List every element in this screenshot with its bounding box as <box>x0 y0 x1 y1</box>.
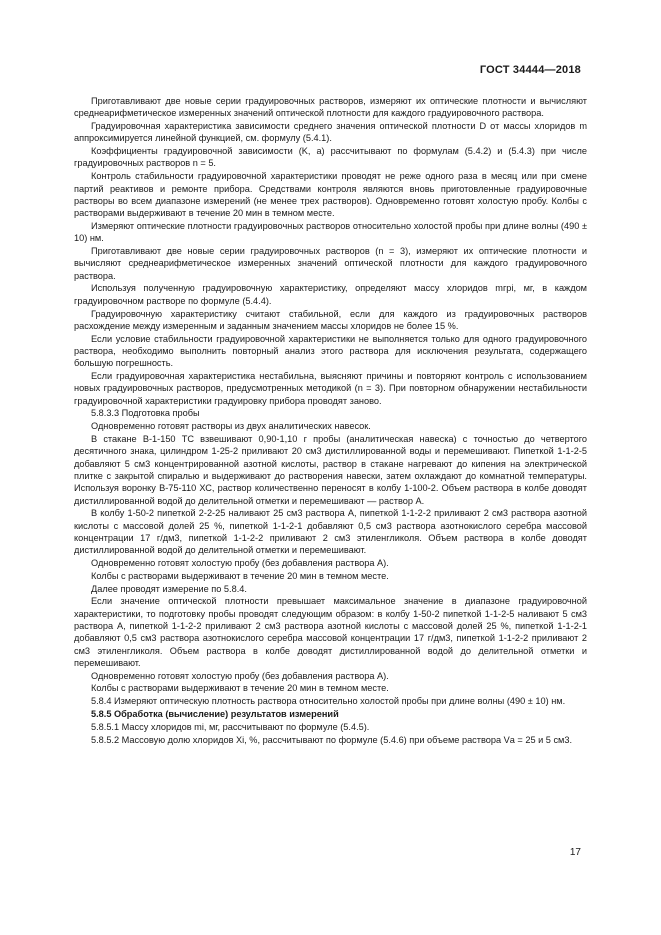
paragraph: Приготавливают две новые серии градуировочных растворов (n = 3), измеряют их оптические плотности и вычисляют среднеарифметическое измеренных значений оптической плотности для каждого градуировочного раствора. <box>74 246 587 281</box>
paragraph: Если значение оптической плотности превышает максимальное значение в диапазоне градуировочной характеристики, то подготовку пробы проводят следующим образом: в колбу 1-50-2 пипеткой 1-1-2-5 наливают 5 см3 раствора А, пипеткой 1-1-2-2 приливают 2 см3 раствора азотной кислоты с массовой долей 25 %, пипеткой 1-1-2-1 добавляют 0,5 см3 раствора азотнокислого серебра массовой концентрации 17 г/дм3, пипеткой 1-1-2-2 приливают 2 см3 этиленгликоля. Объем раствора в колбе доводят дистиллированной водой до делительной отметки и перемешивают. <box>74 596 587 668</box>
paragraph: Колбы с растворами выдерживают в течение 20 мин в темном месте. <box>91 570 389 581</box>
paragraph: Измеряют оптические плотности градуировочных растворов относительно холостой пробы при длине волны (490 ± 10) нм. <box>74 220 587 244</box>
paragraph: Одновременно готовят холостую пробу (без добавления раствора А). <box>91 670 389 681</box>
paragraph: Колбы с растворами выдерживают в течение 20 мин в темном месте. <box>91 683 389 694</box>
paragraph: 5.8.5.2 Массовую долю хлоридов Xi, %, рассчитывают по формуле (5.4.6) при объеме раствора Vа = 25 и 5 см3. <box>91 734 573 745</box>
paragraph: Далее проводят измерение по 5.8.4. <box>91 583 247 594</box>
document-body <box>74 95 587 746</box>
paragraph: Одновременно готовят растворы из двух аналитических навесок. <box>91 421 371 432</box>
paragraph: Градуировочную характеристику считают стабильной, если для каждого из градуировочных растворов расхождение между измеренным и заданным значением массы хлоридов не более 15 %. <box>74 308 587 331</box>
paragraph: В колбу 1-50-2 пипеткой 2-2-25 наливают 25 см3 раствора А, пипеткой 1-1-2-2 приливают 2 см3 раствора азотной кислоты с массовой долей 25 %, пипеткой 1-1-2-1 добавляют 0,5 см3 раствора азотнокислого серебра массовой концентрации 17 г/дм3, пипеткой 1-1-2-2 приливают 2 см3 этиленгликоля. Объем раствора в колбе доводят дистиллированной водой до делительной отметки и перемешивают. <box>74 508 587 556</box>
section-heading: 5.8.3.3 Подготовка пробы <box>91 408 200 419</box>
paragraph: Коэффициенты градуировочной зависимости (K, a) рассчитывают по формулам (5.4.2) и (5.4.3) при числе градуировочных растворов n = 5. <box>74 146 587 169</box>
paragraph: Если градуировочная характеристика нестабильна, выясняют причины и повторяют контроль с использованием новых градуировочных растворов, предусмотренных методикой (n = 3). При повторном обнаружении нестабильности градуировочной характеристики градуировку прибора проводят заново. <box>74 371 587 406</box>
paragraph: Если условие стабильности градуировочной характеристики не выполняется только для одного градуировочного раствора, необходимо выполнить повторный анализ этого раствора для исключения результата, содержащего большую погрешность. <box>74 333 587 369</box>
paragraph: Градуировочная характеристика зависимости среднего значения оптической плотности D от массы хлоридов m аппроксимируется линейной функцией, см. формулу (5.4.1). <box>74 121 587 144</box>
paragraph: 5.8.4 Измеряют оптическую плотность раствора относительно холостой пробы при длине волны (490 ± 10) нм. <box>91 696 566 707</box>
paragraph: Одновременно готовят холостую пробу (без добавления раствора А). <box>91 557 389 568</box>
page-number: 17 <box>569 847 581 858</box>
paragraph: 5.8.5.1 Массу хлоридов mi, мг, рассчитывают по формуле (5.4.5). <box>91 721 370 732</box>
paragraph: В стакане В-1-150 ТС взвешивают 0,90-1,10 г пробы (аналитическая навеска) с точностью до четвертого десятичного знака, цилиндром 1-25-2 приливают 20 см3 дистиллированной воды и перемешивают. Пипеткой 1-1-2-5 добавляют 5 см3 концентрированной азотной кислоты, раствор в стакане нагревают до кипения на электрической плитке с закрытой спиралью и выдерживают до растворения навески, затем охлаждают до комнатной температуры. Используя воронку В-75-110 ХС, раствор количественно переносят в колбу 1-100-2. Объем раствора в колбе доводят дистиллированной водой до делительной отметки и перемешивают — раствор А. <box>74 434 587 506</box>
section-heading: 5.8.5 Обработка (вычисление) результатов измерений <box>91 709 339 720</box>
document-code-header: ГОСТ 34444—2018 <box>479 64 581 76</box>
paragraph: Приготавливают две новые серии градуировочных растворов, измеряют их оптические плотности и вычисляют среднеарифметическое измеренных значений оптической плотности для каждого градуировочного раствора. <box>74 96 587 119</box>
paragraph: Используя полученную градуировочную характеристику, определяют массу хлоридов mгрi, мг, в каждом градуировочном растворе по формуле (5.4.4). <box>74 283 587 306</box>
paragraph: Контроль стабильности градуировочной характеристики проводят не реже одного раза в месяц или при смене партий реактивов и ремонте прибора. Средствами контроля являются вновь приготовленные градуировочные растворы во всем диапазоне измерений (не менее трех растворов). Одновременно готовят холостую пробу. Колбы с растворами выдерживают в течение 20 мин в темном месте. <box>74 171 587 219</box>
